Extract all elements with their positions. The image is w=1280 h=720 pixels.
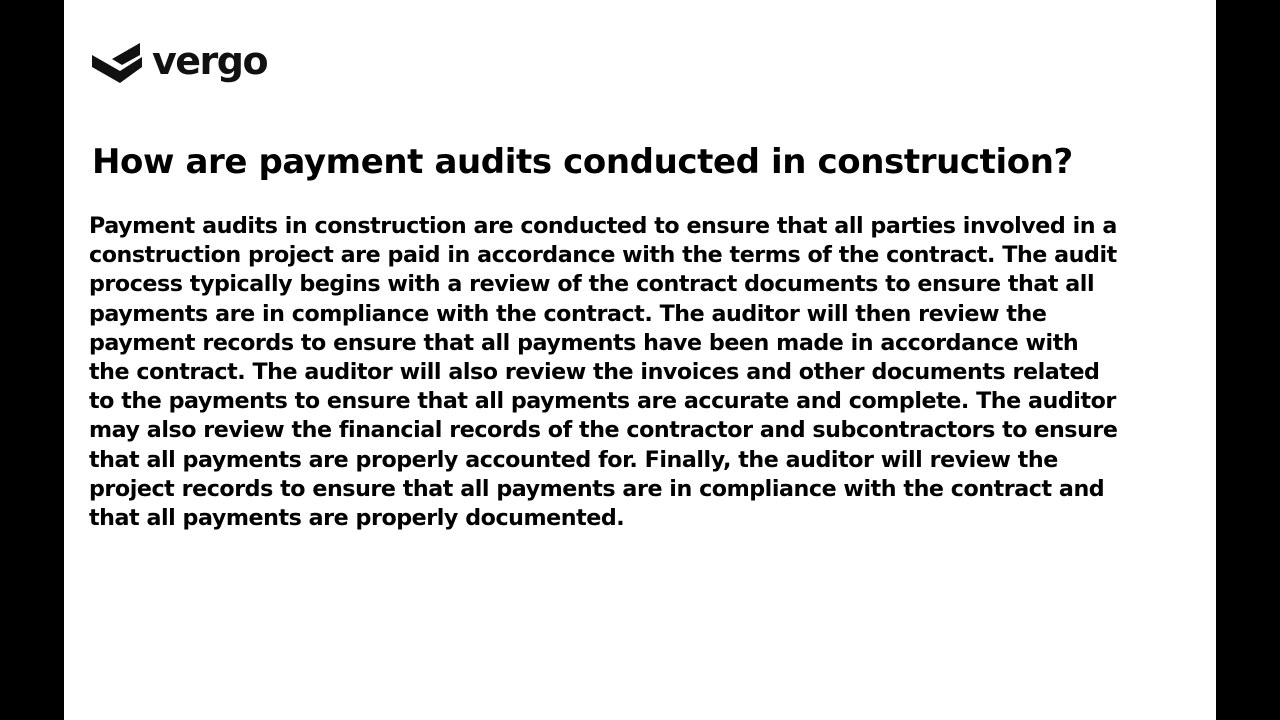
vergo-mark-icon xyxy=(92,37,144,89)
brand-logo xyxy=(92,36,267,90)
letterbox-right xyxy=(1216,0,1280,720)
slide-title: How are payment audits conducted in construction? xyxy=(92,142,1073,182)
brand-name: vergo xyxy=(152,39,268,83)
slide xyxy=(64,0,1216,720)
slide-body: Payment audits in construction are conducted to ensure that all parties involved in a construction project are paid in accordance with the terms of the contract. The audit process typically begins with a review of the contract documents to ensure that all payments are in compliance with the contract. The auditor will then review the payment records to ensure that all payments have been made in accordance with the contract. The auditor will also review the invoices and other documents related to the payments to ensure that all payments are accurate and complete. The auditor may also review the financial records of the contractor and subcontractors to ensure that all payments are properly accounted for. Finally, the auditor will review the project records to ensure that all payments are in compliance with the contract and that all payments are properly documented. xyxy=(89,213,1118,532)
letterbox-left xyxy=(0,0,64,720)
